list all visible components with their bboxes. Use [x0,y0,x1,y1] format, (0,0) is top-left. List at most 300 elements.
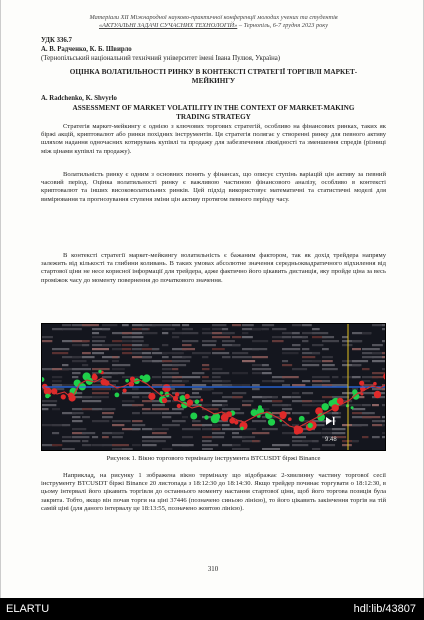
heatmap-cell [282,408,292,410]
heatmap-cell [92,368,110,370]
heatmap-cell [222,332,235,334]
heatmap-cell [172,420,186,422]
heatmap-cell [72,420,83,422]
heatmap-cell [192,420,201,422]
heatmap-cell [52,352,68,354]
heatmap-cell [122,324,129,326]
heatmap-cell [322,360,333,362]
heatmap-cell [342,444,352,446]
heatmap-cell [202,440,212,442]
heatmap-cell [142,344,148,346]
heatmap-cell [332,376,338,378]
handle-link[interactable]: hdl:lib/43807 [353,603,416,615]
heatmap-cell [132,336,143,338]
authors-en: A. Radchenko, K. Shvyrlo [41,95,117,102]
trading-terminal-figure [41,323,386,451]
heatmap-cell [52,328,63,330]
heatmap-cell [182,340,198,342]
heatmap-cell [202,356,208,358]
heatmap-cell [212,328,224,330]
heatmap-cell [52,348,69,350]
paragraph-1: Стратегія маркет-мейкингу є однією з ключових торгових стратегій, особливо на фінансових ринках, таких як біржі акцій, криптовалют або ринки похідних інструментів. Ця стратегія полягає у створенні ринку для певного активу шляхом надання одночасних котирувань купівлі та продажу для забезпечення ліквідності та зменшення спредів (різниці між цінами купівлі та продажу). [41,123,386,155]
heatmap-cell [212,428,221,430]
heatmap-cell [112,372,125,374]
heatmap-cell [152,436,171,438]
heatmap-cell [102,436,109,438]
conference-header [41,14,386,30]
heatmap-cell [182,380,189,382]
heatmap-cell [232,344,240,346]
heatmap-cell [92,396,109,398]
heatmap-cell [102,376,112,378]
heatmap-cell [162,448,172,450]
heatmap-cell [352,440,359,442]
heatmap-cell [102,344,121,346]
heatmap-cell [122,340,133,342]
heatmap-cell [152,440,166,442]
trade-marker [115,393,120,398]
heatmap-cell [232,432,239,434]
heatmap-cell [152,376,161,378]
heatmap-cell [302,356,315,358]
heatmap-cell [332,384,348,386]
heatmap-cell [132,396,139,398]
heatmap-cell [162,416,171,418]
heatmap-cell [82,400,101,402]
header-line2 [41,22,386,30]
heatmap-cell [302,324,312,326]
heatmap-cell [312,448,320,450]
heatmap-cell [322,336,334,338]
heatmap-cell [222,356,230,358]
heatmap-cell [282,404,288,406]
heatmap-cell [122,352,132,354]
heatmap-cell [222,408,240,410]
heatmap-cell [262,364,269,366]
heatmap-cell [92,332,99,334]
corner-value: 9.48 [325,437,337,443]
heatmap-cell [212,324,226,326]
heatmap-cell [222,328,228,330]
heatmap-cell [372,376,385,378]
heatmap-cell [342,336,348,338]
heatmap-cell [52,376,62,378]
heatmap-cell [62,324,71,326]
heatmap-cell [382,432,386,434]
heatmap-cell [282,352,299,354]
heatmap-cell [172,352,184,354]
heatmap-cell [262,328,269,330]
heatmap-cell [312,360,321,362]
heatmap-cell [182,348,195,350]
heatmap-cell [322,340,339,342]
heatmap-cell [72,408,83,410]
trade-marker [299,416,305,422]
heatmap-cell [142,412,162,414]
trade-marker [148,393,155,400]
trade-marker [280,411,287,418]
heatmap-cell [352,360,368,362]
heatmap-cell [222,428,233,430]
heatmap-cell [172,364,186,366]
heatmap-cell [332,412,338,414]
heatmap-cell [252,348,267,350]
heatmap-cell [282,332,294,334]
terminal-chart [42,324,386,451]
heatmap-cell [92,436,98,438]
heatmap-cell [222,340,235,342]
heatmap-cell [182,376,200,378]
heatmap-cell [92,392,109,394]
heatmap-cell [312,332,328,334]
heatmap-cell [202,448,213,450]
repository-name: ELARTU [6,603,50,615]
heatmap-cell [262,372,272,374]
heatmap-cell [102,412,114,414]
heatmap-cell [292,332,300,334]
heatmap-cell [212,432,225,434]
heatmap-cell [292,344,300,346]
heatmap-cell [282,364,292,366]
heatmap-cell [372,344,383,346]
heatmap-cell [162,412,181,414]
heatmap-cell [212,400,227,402]
heatmap-cell [222,384,233,386]
heatmap-cell [252,328,263,330]
heatmap-cell [162,332,168,334]
heatmap-cell [352,408,365,410]
heatmap-cell [202,436,214,438]
trade-marker [360,393,363,396]
heatmap-cell [242,324,254,326]
heatmap-cell [292,392,299,394]
heatmap-cell [132,444,141,446]
heatmap-cell [72,360,87,362]
heatmap-cell [342,404,362,406]
heatmap-cell [382,416,386,418]
heatmap-cell [202,388,214,390]
heatmap-cell [152,348,159,350]
heatmap-cell [202,368,210,370]
heatmap-cell [132,424,145,426]
heatmap-cell [72,368,91,370]
heatmap-cell [112,340,123,342]
heatmap-cell [302,364,319,366]
heatmap-cell [72,436,89,438]
header-conference-title[interactable]: «АКТУАЛЬНІ ЗАДАЧІ СУЧАСНИХ ТЕХНОЛОГІЙ» [98,22,238,29]
heatmap-cell [62,328,82,330]
heatmap-cell [272,396,278,398]
heatmap-cell [372,324,383,326]
heatmap-cell [362,348,380,350]
heatmap-cell [102,324,117,326]
trade-marker [98,370,101,373]
heatmap-cell [382,404,386,406]
heatmap-cell [282,336,291,338]
heatmap-cell [212,392,223,394]
heatmap-cell [302,392,313,394]
heatmap-cell [142,408,151,410]
heatmap-cell [82,344,89,346]
heatmap-cell [182,344,192,346]
heatmap-cell [382,424,386,426]
heatmap-cell [282,396,292,398]
heatmap-cell [202,364,209,366]
trade-marker [322,403,329,410]
heatmap-cell [192,352,211,354]
heatmap-cell [322,380,330,382]
heatmap-cell [202,380,212,382]
heatmap-cell [152,404,165,406]
heatmap-cell [352,340,362,342]
heatmap-cell [182,444,194,446]
heatmap-cell [92,420,109,422]
heatmap-cell [222,404,228,406]
affiliation: (Тернопільський національний технічний університет імені Івана Пулюя, Україна) [41,55,281,62]
heatmap-cell [82,340,90,342]
heatmap-cell [322,364,335,366]
paragraph-3: В контексті стратегії маркет-мейкингу волатильність є бажаним фактором, так як дохід трейдера напряму залежить від кількості та глибини коливань. В таких умовах абсолютне значення середньоквадратичного відхилення від стартової ціни не несе корисної інформації для трейдера, адже фактично його цікавить дистанція, яку пройде ціна за весь проміжок часу до моменту повернення до початкового значення. [41,252,386,284]
heatmap-cell [252,440,259,442]
heatmap-cell [82,324,99,326]
heatmap-cell [292,384,305,386]
heatmap-cell [112,356,118,358]
heatmap-cell [62,436,72,438]
heatmap-cell [242,404,251,406]
trade-marker [240,427,244,431]
heatmap-cell [172,408,184,410]
heatmap-cell [312,352,320,354]
heatmap-cell [42,408,48,410]
page-number: 310 [207,566,219,573]
heatmap-cell [42,336,53,338]
trade-marker [374,391,381,398]
heatmap-cell [252,368,271,370]
heatmap-cell [72,372,81,374]
heatmap-cell [372,436,380,438]
heatmap-cell [242,384,250,386]
heatmap-cell [172,368,178,370]
heatmap-cell [152,408,169,410]
heatmap-cell [92,388,111,390]
heatmap-cell [62,424,70,426]
heatmap-cell [292,396,301,398]
heatmap-cell [62,448,75,450]
heatmap-cell [122,400,135,402]
trade-marker [351,406,354,409]
trade-marker [308,423,313,428]
trade-marker [45,394,50,399]
heatmap-cell [312,400,325,402]
heatmap-cell [142,444,157,446]
heatmap-cell [252,432,269,434]
heatmap-cell [372,424,383,426]
heatmap-cell [62,340,72,342]
heatmap-cell [142,352,151,354]
heatmap-cell [92,336,106,338]
heatmap-cell [292,436,306,438]
heatmap-cell [72,428,86,430]
heatmap-cell [322,348,329,350]
trade-marker [175,392,179,396]
heatmap-cell [212,436,224,438]
heatmap-cell [112,424,124,426]
trade-marker [123,389,127,393]
heatmap-cell [122,348,131,350]
heatmap-cell [182,328,193,330]
heatmap-cell [372,420,382,422]
heatmap-cell [332,428,345,430]
heatmap-cell [112,436,123,438]
heatmap-cell [92,360,108,362]
heatmap-cell [152,324,172,326]
heatmap-cell [52,432,59,434]
heatmap-cell [152,428,169,430]
header-date: – Тернопіль, 6-7 грудня 2023 року [237,22,329,29]
heatmap-cell [312,376,330,378]
trade-marker [143,374,150,381]
trade-marker [359,381,364,386]
title-en: ASSESSMENT OF MARKET VOLATILITY IN THE CONTEXT OF MARKET-MAKING TRADING STRATEGY [72,104,355,121]
heatmap-cell [342,344,352,346]
heatmap-cell [122,336,133,338]
heatmap-cell [362,332,371,334]
heatmap-cell [132,428,141,430]
udk-code: УДК 336.7 [41,37,72,44]
heatmap-cell [272,400,282,402]
heatmap-cell [322,356,333,358]
heatmap-cell [192,372,204,374]
trade-marker [92,374,98,380]
trade-marker [204,415,208,419]
heatmap-cell [212,376,221,378]
heatmap-cell [62,364,68,366]
heatmap-cell [382,340,386,342]
heatmap-cell [92,348,109,350]
heatmap-cell [92,340,105,342]
trade-marker [234,420,238,424]
heatmap-cell [382,352,386,354]
heatmap-cell [232,396,243,398]
heatmap-cell [352,376,361,378]
heatmap-cell [232,448,250,450]
heatmap-cell [232,356,252,358]
heatmap-cell [252,420,266,422]
heatmap-cell [292,368,307,370]
heatmap-cell [62,384,74,386]
heatmap-cell [352,424,368,426]
heatmap-cell [272,444,290,446]
heatmap-cell [112,420,131,422]
heatmap-cell [112,380,118,382]
heatmap-cell [132,392,151,394]
heatmap-cell [222,444,233,446]
heatmap-cell [202,328,210,330]
heatmap-cell [162,372,179,374]
trade-marker [195,400,200,405]
heatmap-cell [312,328,320,330]
heatmap-cell [252,356,268,358]
heatmap-cell [52,444,62,446]
heatmap-cell [372,372,386,374]
heatmap-cell [52,380,62,382]
trade-marker [288,417,292,421]
heatmap-cell [172,384,185,386]
heatmap-cell [322,444,335,446]
heatmap-cell [72,412,84,414]
heatmap-cell [222,424,230,426]
heatmap-cell [362,416,380,418]
heatmap-cell [232,428,241,430]
trade-marker [200,399,203,402]
heatmap-cell [382,388,386,390]
heatmap-cell [72,416,80,418]
heatmap-cell [302,348,309,350]
heatmap-cell [262,448,280,450]
heatmap-cell [302,340,308,342]
heatmap-cell [242,400,253,402]
repository-footer [0,598,424,620]
heatmap-cell [322,368,338,370]
figure-caption: Рисунок 1. Вікно торгового терміналу інструмента BTCUSDT біржі Binance [106,455,321,462]
authors-ua: А. В. Радченко, К. Б. Швирло [41,46,132,53]
heatmap-cell [242,332,248,334]
heatmap-cell [242,360,255,362]
heatmap-cell [132,352,144,354]
heatmap-cell [52,408,60,410]
heatmap-cell [252,384,260,386]
heatmap-cell [82,364,88,366]
heatmap-cell [142,328,148,330]
heatmap-cell [142,332,157,334]
heatmap-cell [282,360,288,362]
heatmap-cell [82,432,95,434]
heatmap-cell [112,432,124,434]
trade-marker [177,404,181,408]
heatmap-cell [42,340,52,342]
heatmap-cell [272,404,291,406]
heatmap-cell [352,348,361,350]
heatmap-cell [172,336,179,338]
heatmap-cell [302,380,310,382]
heatmap-cell [352,364,361,366]
heatmap-cell [302,432,322,434]
heatmap-cell [42,400,57,402]
trade-marker [185,394,190,399]
heatmap-cell [122,448,133,450]
heatmap-cell [82,356,95,358]
heatmap-cell [202,376,209,378]
heatmap-cell [252,388,260,390]
heatmap-cell [232,352,248,354]
heatmap-cell [162,328,175,330]
trade-marker [61,394,66,399]
heatmap-cell [382,420,386,422]
heatmap-cell [132,388,139,390]
trade-marker [162,398,167,403]
heatmap-cell [382,324,386,326]
header-line1: Матеріали XII Міжнародної науково-практичної конференції молодих учених та студентів [89,14,338,21]
heatmap-cell [142,400,153,402]
heatmap-cell [82,444,92,446]
trade-marker [163,384,171,392]
heatmap-cell [232,336,241,338]
heatmap-cell [112,388,119,390]
heatmap-cell [172,324,180,326]
trade-marker [125,379,129,383]
heatmap-cell [112,368,125,370]
heatmap-cell [282,384,290,386]
